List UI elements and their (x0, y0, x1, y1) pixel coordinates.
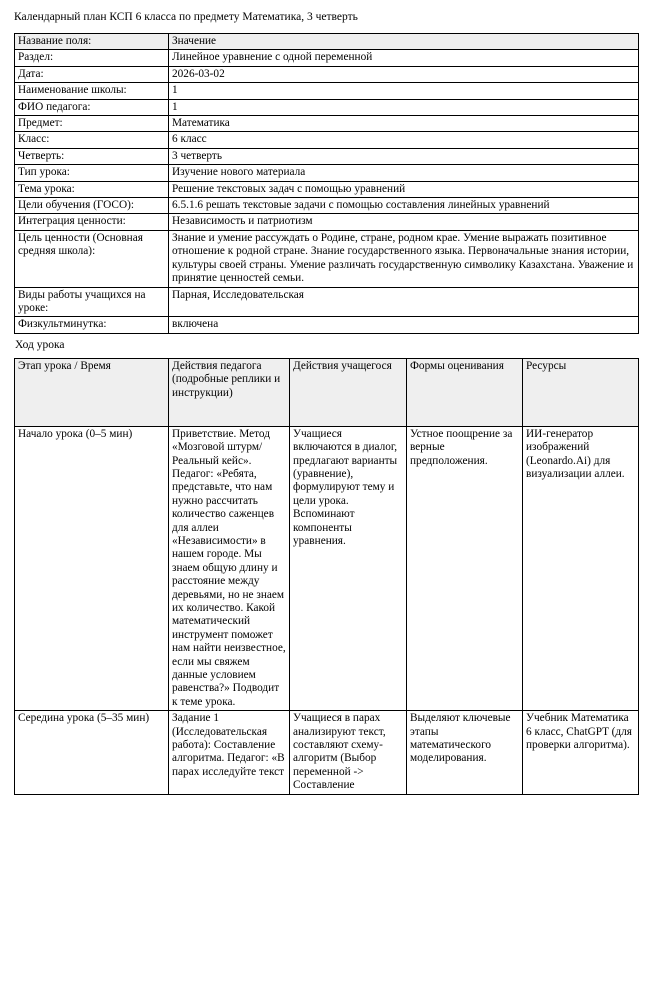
table-row (15, 711, 639, 794)
assessment-cell: Выделяют ключевые этапы математического моделирования. (407, 711, 523, 794)
lesson-flow-label: Ход урока (15, 338, 65, 351)
field-name-header: Название поля: (15, 34, 169, 50)
field-name-cell: Дата: (15, 66, 169, 82)
table-row (15, 317, 639, 333)
field-name-cell: ФИО педагога: (15, 99, 169, 115)
field-value-cell: 1 (169, 99, 639, 115)
assessment-cell: Устное поощрение за верные предположения. (407, 426, 523, 711)
column-header-student-actions: Действия учащегося (290, 358, 407, 426)
teacher-actions-cell: Задание 1 (Исследовательская работа): Составление алгоритма. Педагог: «В парах исследуйте текст (169, 711, 290, 794)
table-row (15, 83, 639, 99)
student-actions-cell: Учащиеся в парах анализируют текст, составляют схему-алгоритм (Выбор переменной -> Составление (290, 711, 407, 794)
field-value-cell: Математика (169, 116, 639, 132)
table-row (15, 99, 639, 115)
field-value-cell: 6 класс (169, 132, 639, 148)
field-name-cell: Цели обучения (ГОСО): (15, 198, 169, 214)
field-name-cell: Класс: (15, 132, 169, 148)
field-value-cell: 1 (169, 83, 639, 99)
table-row (15, 426, 639, 711)
table-header-row (15, 358, 639, 426)
field-value-cell: 2026-03-02 (169, 66, 639, 82)
resources-cell: Учебник Математика 6 класс, ChatGPT (для проверки алгоритма). (523, 711, 639, 794)
field-name-cell: Физкультминутка: (15, 317, 169, 333)
value-header: Значение (169, 34, 639, 50)
lesson-info-table (14, 33, 639, 334)
table-row (15, 165, 639, 181)
field-name-cell: Тип урока: (15, 165, 169, 181)
field-value-cell: Независимость и патриотизм (169, 214, 639, 230)
column-header-resources: Ресурсы (523, 358, 639, 426)
table-row (15, 181, 639, 197)
lesson-info-body (15, 34, 639, 334)
field-name-cell: Тема урока: (15, 181, 169, 197)
field-value-cell: Знание и умение рассуждать о Родине, стране, родном крае. Умение выражать позитивное отношение к родной стране. Знание государственного языка. Первоначальные знания истории, культуры своей страны. Умение различать государственную символику Казахстана. Уважение и принятие ценностей семьи. (169, 230, 639, 287)
field-value-cell: включена (169, 317, 639, 333)
table-row (15, 132, 639, 148)
lesson-flow-body (15, 426, 639, 794)
table-header-row (15, 34, 639, 50)
stage-cell: Середина урока (5–35 мин) (15, 711, 169, 794)
column-header-stage: Этап урока / Время (15, 358, 169, 426)
table-row (15, 66, 639, 82)
column-header-assessment: Формы оценивания (407, 358, 523, 426)
lesson-flow-head (15, 358, 639, 426)
teacher-actions-cell: Приветствие. Метод «Мозговой штурм/Реальный кейс». Педагог: «Ребята, представьте, что нам нужно рассчитать количество саженцев для аллеи «Независимости» в нашем городе. Мы знаем общую длину и расстояние между деревьями, но не знаем их количество. Какой математический инструмент поможет нам найти неизвестное, если мы свяжем данные условием равенства?» Подводит к теме урока. (169, 426, 290, 711)
table-row (15, 287, 639, 317)
table-row (15, 116, 639, 132)
table-row (15, 50, 639, 66)
table-row (15, 198, 639, 214)
lesson-flow-table (14, 358, 639, 795)
field-value-cell: Линейное уравнение с одной переменной (169, 50, 639, 66)
table-row (15, 214, 639, 230)
field-value-cell: 6.5.1.6 решать текстовые задачи с помощью составления линейных уравнений (169, 198, 639, 214)
field-value-cell: 3 четверть (169, 148, 639, 164)
table-row (15, 230, 639, 287)
resources-cell: ИИ-генератор изображений (Leonardo.Ai) для визуализации аллеи. (523, 426, 639, 711)
field-name-cell: Наименование школы: (15, 83, 169, 99)
field-name-cell: Раздел: (15, 50, 169, 66)
field-name-cell: Четверть: (15, 148, 169, 164)
field-name-cell: Виды работы учащихся на уроке: (15, 287, 169, 317)
stage-cell: Начало урока (0–5 мин) (15, 426, 169, 711)
field-name-cell: Цель ценности (Основная средняя школа): (15, 230, 169, 287)
field-value-cell: Парная, Исследовательская (169, 287, 639, 317)
column-header-teacher-actions: Действия педагога (подробные реплики и инструкции) (169, 358, 290, 426)
table-row (15, 148, 639, 164)
page-title: Календарный план КСП 6 класса по предмету Математика, 3 четверть (14, 11, 358, 23)
field-value-cell: Решение текстовых задач с помощью уравнений (169, 181, 639, 197)
field-value-cell: Изучение нового материала (169, 165, 639, 181)
field-name-cell: Интеграция ценности: (15, 214, 169, 230)
field-name-cell: Предмет: (15, 116, 169, 132)
student-actions-cell: Учащиеся включаются в диалог, предлагают варианты (уравнение), формулируют тему и цели урока. Вспоминают компоненты уравнения. (290, 426, 407, 711)
